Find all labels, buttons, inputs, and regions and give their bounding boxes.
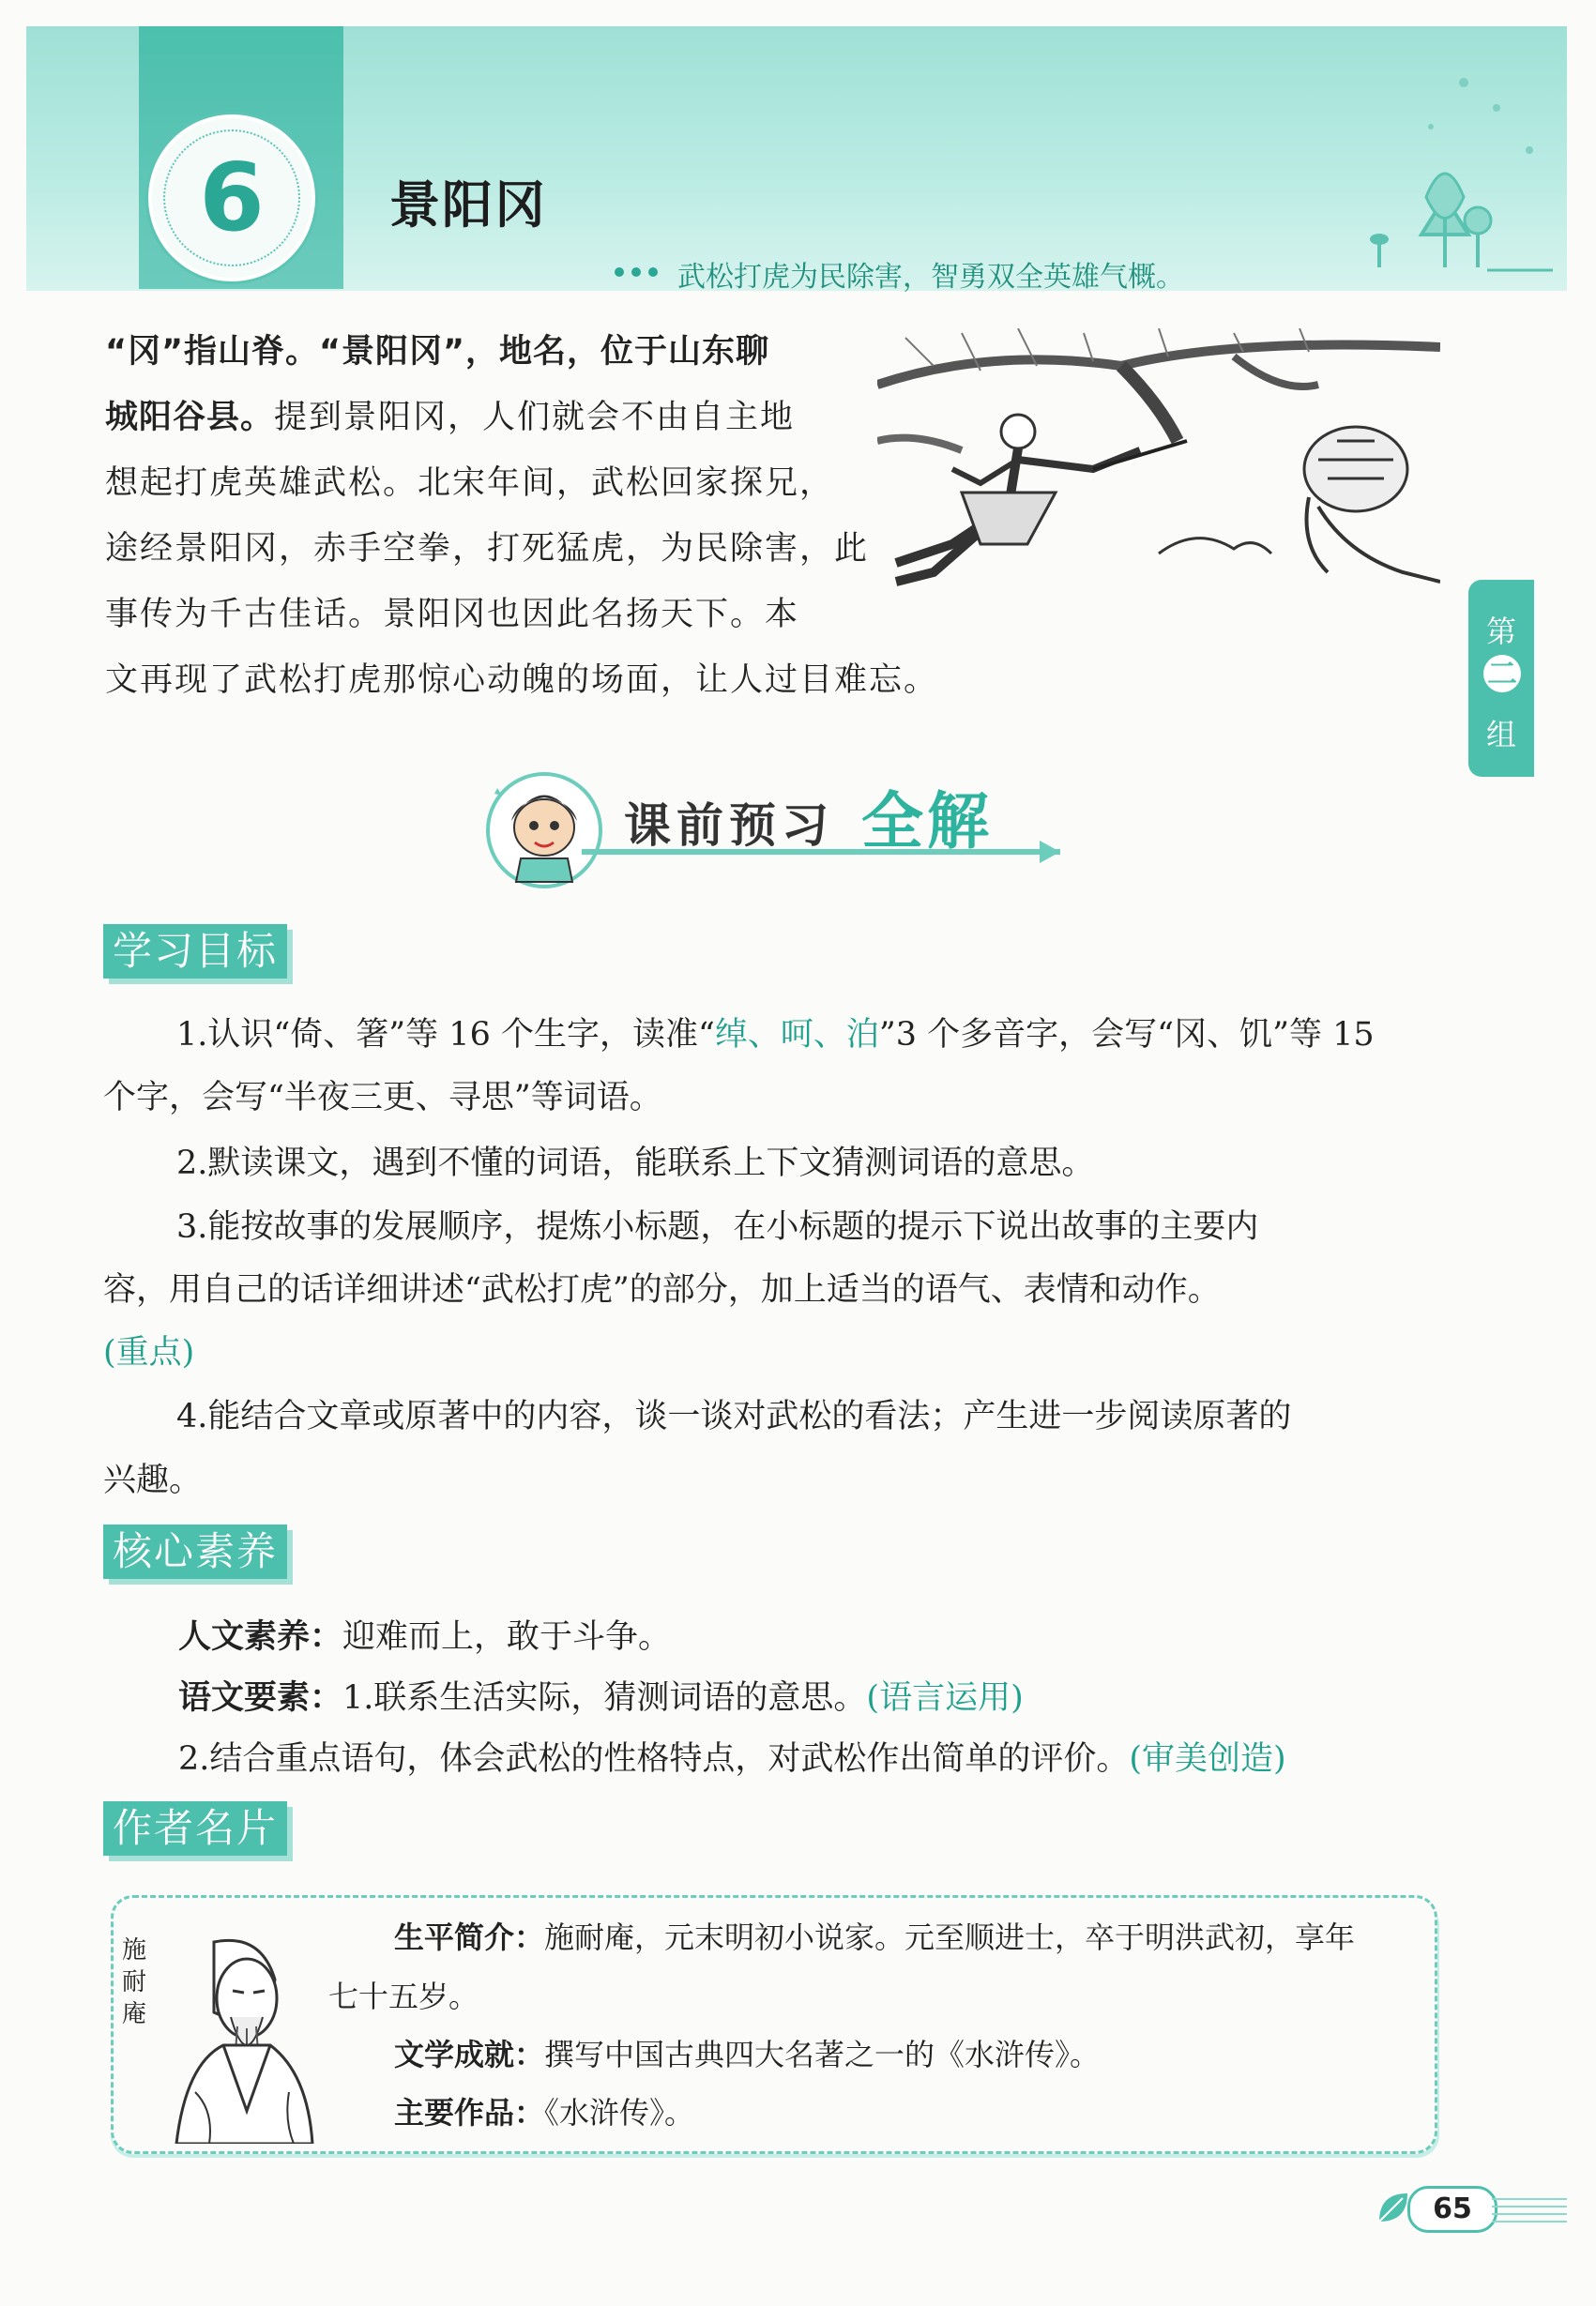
- author-bio: [394, 1919, 1355, 1956]
- goal-3-line-2: 容，用自己的话详细讲述“武松打虎”的部分，加上适当的语气、表情和动作。: [103, 1271, 1221, 1309]
- core-language-label: 语文要素：: [178, 1679, 343, 1717]
- unit-side-tab: [1468, 580, 1534, 777]
- core-language-text: 1.联系生活实际，猜测词语的意思。: [342, 1679, 867, 1717]
- page-decor-lines: [1492, 2192, 1567, 2229]
- banner-arrow: [1040, 841, 1060, 863]
- author-portrait-name: 施耐庵: [122, 1936, 147, 2028]
- unit-tab-number: 二: [1483, 655, 1521, 692]
- author-achievement: [394, 2036, 1100, 2073]
- goal-1-text-b: ”3 个多音字，会写“冈、饥”等 15: [878, 1016, 1375, 1054]
- leaf-icon: [1375, 2189, 1412, 2226]
- core-language-2-text: 2.结合重点语句，体会武松的性格特点，对武松作出简单的评价。: [178, 1740, 1130, 1778]
- author-bio-label: 生平简介：: [394, 1919, 545, 1955]
- goal-2: 2.默读课文，遇到不懂的词语，能联系上下文猜测词语的意思。: [176, 1145, 1095, 1182]
- intro-line-4: 途经景阳冈，赤手空拳，打死猛虎，为民除害，此: [105, 530, 870, 568]
- lesson-number: 6: [199, 143, 265, 252]
- core-language-tag: (语言运用): [866, 1679, 1024, 1717]
- goal-1-polyphones: 绰、呵、泊: [714, 1016, 879, 1054]
- intro-line-1: [105, 333, 769, 371]
- motto-dots: [615, 263, 665, 281]
- goal-3-key-tag: (重点): [103, 1334, 195, 1372]
- author-works-label: 主要作品：: [394, 2095, 545, 2131]
- unit-tab-prefix: 第: [1485, 614, 1516, 649]
- banner-emphasis: 全解: [861, 785, 993, 857]
- goal-3-line-1: 3.能按故事的发展顺序，提炼小标题，在小标题的提示下说出故事的主要内: [176, 1208, 1259, 1246]
- intro-line-6: 文再现了武松打虎那惊心动魄的场面，让人过目难忘。: [105, 661, 939, 699]
- intro-line-2: [105, 399, 795, 436]
- author-achievement-text: 撰写中国古典四大名著之一的《水浒传》。: [544, 2037, 1101, 2072]
- banner-title: 课前预习: [624, 798, 834, 853]
- core-humanities: [178, 1618, 671, 1656]
- author-achievement-label: 文学成就：: [394, 2037, 545, 2072]
- tree-decoration-icon: [1248, 56, 1567, 281]
- intro-bold-2: 城阳谷县。: [105, 399, 275, 436]
- core-language-2: [178, 1740, 1286, 1778]
- section-tag-goals: 学习目标: [103, 924, 287, 979]
- lesson-number-badge: [148, 114, 315, 281]
- lesson-title: 景阳冈: [389, 175, 547, 235]
- author-works: [394, 2094, 694, 2132]
- goal-1-line-2: 个字，会写“半夜三更、寻思”等词语。: [103, 1079, 662, 1116]
- intro-bold-1: “冈”指山脊。“景阳冈”，地名，位于山东聊: [105, 333, 770, 371]
- intro-line-3: 想起打虎英雄武松。北宋年间，武松回家探兄，: [105, 464, 835, 502]
- page-number: 65: [1407, 2186, 1497, 2233]
- wusong-tiger-illustration: [877, 328, 1440, 610]
- goal-1-text-a: 1.认识“倚、箸”等 16 个生字，读准“: [176, 1016, 715, 1054]
- goal-4-line-1: 4.能结合文章或原著中的内容，谈一谈对武松的看法；产生进一步阅读原著的: [176, 1398, 1292, 1435]
- author-bio-text: 施耐庵，元末明初小说家。元至顺进士，卒于明洪武初，享年: [544, 1919, 1356, 1955]
- goal-1-line-1: [176, 1016, 1375, 1054]
- unit-tab-suffix: 组: [1485, 717, 1516, 752]
- intro-line-5: 事传为千古佳话。景阳冈也因此名扬天下。本: [105, 596, 800, 633]
- student-avatar-icon: [483, 769, 605, 891]
- core-humanities-label: 人文素养：: [178, 1618, 343, 1656]
- goal-4-line-2: 兴趣。: [103, 1462, 203, 1499]
- author-bio-line-2: 七十五岁。: [328, 1979, 479, 2014]
- core-language-2-tag: (审美创造): [1129, 1740, 1286, 1778]
- lesson-motto: 武松打虎为民除害，智勇双全英雄气概。: [677, 261, 1184, 294]
- section-tag-author: 作者名片: [103, 1801, 287, 1856]
- section-tag-core: 核心素养: [103, 1525, 287, 1579]
- intro-text-2: 提到景阳冈，人们就会不由自主地: [274, 399, 796, 436]
- core-humanities-text: 迎难而上，敢于斗争。: [342, 1618, 672, 1656]
- core-language: [178, 1679, 1024, 1717]
- author-works-text: 《水浒传》。: [544, 2095, 695, 2131]
